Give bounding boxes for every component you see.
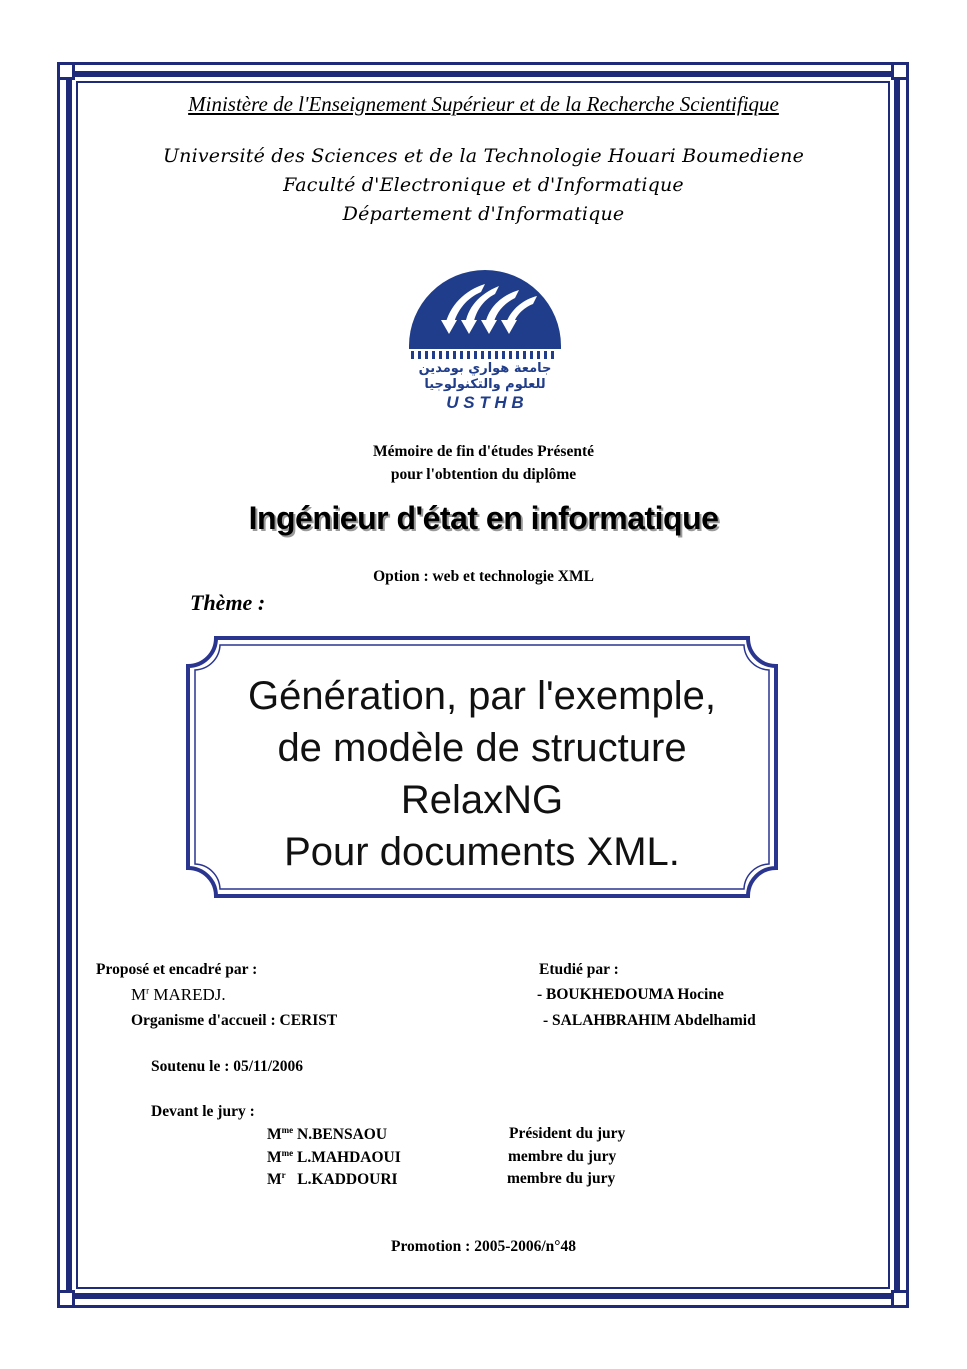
jury-member-2 [267, 1148, 401, 1167]
border-corner-top-right [891, 62, 909, 80]
jury-member-3-name: L.KADDOURI [297, 1171, 398, 1189]
jury-member-1 [267, 1125, 387, 1144]
border-corner-top-left [57, 62, 75, 80]
border-corner-bottom-right [891, 1290, 909, 1308]
memoire-line2: pour l'obtention du diplôme [390, 466, 577, 483]
jury-member-2-name: L.MAHDAOUI [297, 1149, 401, 1167]
logo-arabic-line2: للعلوم والتكنولوجيا [424, 377, 546, 392]
ministry-heading: Ministère de l'Enseignement Supérieur et de la Recherche Scientifique [188, 92, 779, 116]
supervisor-label: Proposé et encadré par : [96, 961, 258, 978]
usthb-logo [405, 262, 565, 412]
border-corner-bottom-left [57, 1290, 75, 1308]
defense-date: Soutenu le : 05/11/2006 [151, 1058, 304, 1075]
theme-label: Thème : [190, 590, 266, 615]
jury-member-3-role: membre du jury [507, 1170, 616, 1187]
jury-member-1-name: N.BENSAOU [297, 1126, 388, 1144]
jury-member-3 [267, 1170, 398, 1189]
jury-label: Devant le jury : [151, 1103, 255, 1120]
title-line-2: de modèle de structure [277, 726, 687, 770]
jury-member-1-title-sup: me [281, 1125, 294, 1135]
university-name: Université des Sciences et de la Technologie Houari Boumediene [162, 145, 805, 167]
jury-member-2-title-sup: me [281, 1148, 294, 1158]
department-name: Département d'Informatique [342, 203, 625, 225]
jury-member-1-title: M [267, 1126, 282, 1144]
supervisor-name [131, 985, 226, 1005]
student-2: - SALAHBRAHIM Abdelhamid [543, 1012, 756, 1029]
jury-member-1-role: Président du jury [509, 1125, 626, 1142]
diploma-title: Ingénieur d'état en informatique [248, 500, 719, 536]
title-line-1: Génération, par l'exemple, [248, 674, 716, 718]
supervisor-title: M [131, 985, 147, 1004]
logo-arabic-line1: جامعة هواري بومدين [418, 361, 552, 376]
thesis-title [186, 670, 778, 878]
faculty-name: Faculté d'Electronique et d'Informatique [283, 174, 684, 196]
jury-member-3-title-sup: r [281, 1170, 286, 1180]
title-line-3: RelaxNG [400, 778, 564, 822]
title-line-4: Pour documents XML. [284, 830, 680, 874]
supervisor-surname: MAREDJ. [153, 985, 226, 1004]
student-1: - BOUKHEDOUMA Hocine [537, 986, 724, 1003]
host-organization: Organisme d'accueil : CERIST [131, 1012, 338, 1029]
students-label: Etudié par : [539, 961, 619, 978]
logo-acronym: U S T H B [446, 393, 524, 412]
option-line: Option : web et technologie XML [373, 568, 594, 585]
jury-member-3-title: M [267, 1171, 282, 1189]
jury-member-2-title: M [267, 1149, 282, 1167]
promotion-line: Promotion : 2005-2006/n°48 [390, 1238, 577, 1255]
supervisor-title-sup: r [146, 985, 150, 996]
memoire-line1: Mémoire de fin d'études Présenté [373, 443, 594, 460]
jury-member-2-role: membre du jury [508, 1148, 617, 1165]
